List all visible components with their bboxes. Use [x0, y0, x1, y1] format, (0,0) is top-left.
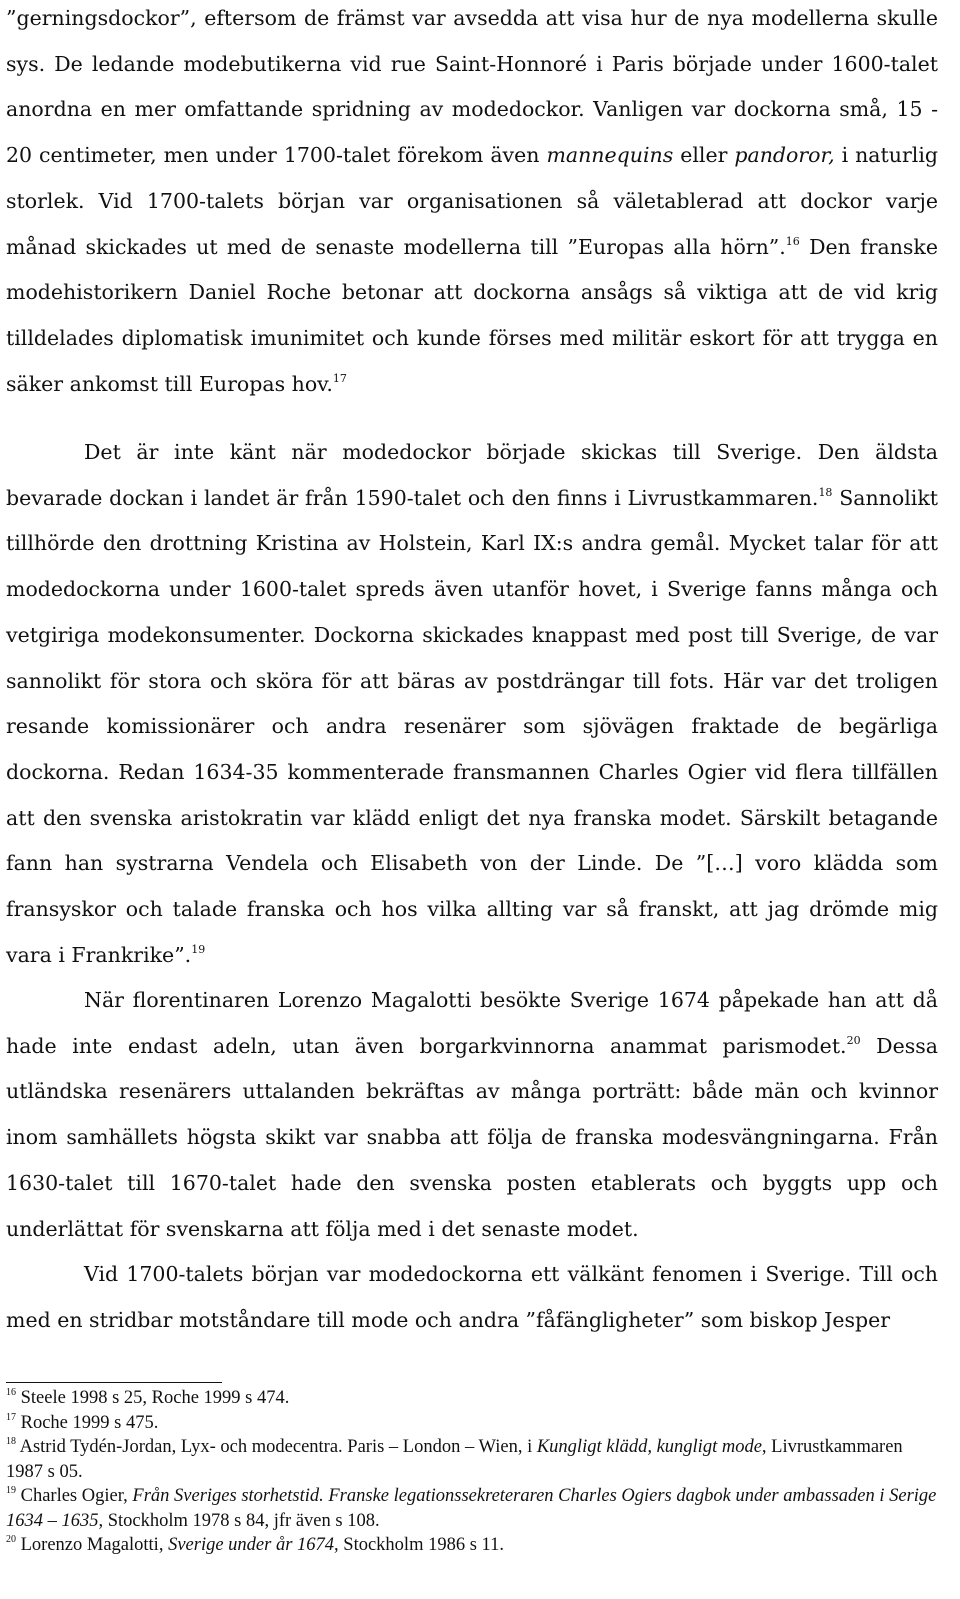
- italic-term: mannequins: [546, 143, 674, 168]
- paragraph-3-text: [6, 978, 938, 1252]
- footnotes: [6, 1386, 938, 1558]
- footnote-text: Steele 1998 s 25, Roche 1999 s 474.: [20, 1388, 290, 1408]
- footnote-text: Roche 1999 s 475.: [20, 1412, 159, 1433]
- footnote-16: [6, 1386, 938, 1411]
- footnote-number: 16: [6, 1387, 16, 1398]
- paragraph-2-text: [6, 430, 938, 978]
- footnote-italic: Från Sveriges storhetstid. Franske legationssekreteraren Charles Ogiers dagbok under ambassaden i Serige 1634 – 1635: [6, 1486, 937, 1531]
- footnote-ref: 17: [332, 371, 347, 385]
- footnote-ref: 19: [191, 942, 206, 956]
- footnote-number: 17: [6, 1411, 16, 1423]
- text-run: Sannolikt tillhörde den drottning Kristina av Holstein, Karl IX:s andra gemål. Mycket talar för att modedockorna under 1600-talet spreds även utanför hovet, i Sverige fanns många och vetgiriga modekonsumenter. Dockorna skickades knappast med post till Sverige, de var sannolikt för stora och sköra för att bäras av postdrängar till fots. Här var det troligen resande komissionärer och andra resenärer som sjövägen fraktade de begärliga dockorna. Redan 1634-35 kommenterade fransmannen Charles Ogier vid flera tillfällen att den svenska aristokratin var klädd enligt det nya franska modet. Särskilt betagande fann han systrarna Vendela och Elisabeth von der Linde. De ”[…] voro klädda som fransyskor och talade franska och hos vilka allting var så franskt, att jag drömde mig vara i Frankrike”.: [6, 485, 938, 967]
- text-run: Det är inte känt när modedockor började skickas till Sverige. Den äldsta bevarade dockan i landet är från 1590-talet och den finns i Livrustkammaren.: [6, 440, 938, 510]
- paragraph-4: [6, 1252, 938, 1343]
- footnote-text: , Stockholm 1986 s 11.: [334, 1535, 504, 1555]
- footnote-number: 20: [6, 1534, 16, 1545]
- paragraph-3: [6, 978, 938, 1252]
- text-run: När florentinaren Lorenzo Magalotti besökte Sverige 1674 påpekade han att då hade inte endast adeln, utan även borgarkvinnorna anammat parismodet.: [6, 988, 938, 1058]
- footnote-18: [6, 1435, 938, 1484]
- paragraph-2: [6, 430, 938, 978]
- footnote-ref: 20: [846, 1033, 861, 1047]
- text-run: Dessa utländska resenärers uttalanden bekräftas av många porträtt: både män och kvinnor inom samhällets högsta skikt var snabba att följa de franska modesvängningarna. Från 1630-talet till 1670-talet hade den svenska posten etablerats och byggts upp och underlättat för svenskarna att följa med i det senaste modet.: [6, 1033, 938, 1241]
- paragraph-1-text: [6, 0, 938, 407]
- footnote-text: , Livrustkammaren 1987 s 05.: [6, 1437, 903, 1482]
- footnote-text: Astrid Tydén-Jordan, Lyx- och modecentra. Paris – London – Wien, i: [19, 1437, 537, 1457]
- text-run: eller: [673, 143, 735, 168]
- text-run: Den franske modehistorikern Daniel Roche betonar att dockorna ansågs så viktiga att de vid krig tilldelades diplomatisk imunimitet och kunde förses med militär eskort för att trygga en säker ankomst till Europas hov.: [6, 234, 938, 396]
- italic-term: pandoror,: [734, 143, 835, 168]
- footnote-number: 19: [6, 1485, 16, 1496]
- text-run: i naturlig storlek. Vid 1700-talets början var organisationen så väletablerad att dockor varje månad skickades ut med de senaste modellerna till ”Europas alla hörn”.: [6, 143, 938, 259]
- footnote-text: Lorenzo Magalotti,: [20, 1535, 169, 1555]
- footnote-italic: Kungligt klädd, kungligt mode: [536, 1437, 762, 1457]
- paragraph-4-text: [6, 1252, 938, 1343]
- footnote-ref: 16: [785, 234, 800, 248]
- footnote-17: [6, 1411, 938, 1436]
- paragraph-1: [6, 0, 938, 407]
- text-run: ”gerningsdockor”, eftersom de främst var avsedda att visa hur de nya modellerna skulle sys. De ledande modebutikerna vid rue Saint-Honnoré i Paris började under 1600-talet anordna en mer omfattande spridning av modedockor. Vanligen var dockorna små, 15 - 20 centimeter, men under 1700-talet förekom även: [6, 6, 938, 168]
- footnote-number: 18: [6, 1436, 16, 1447]
- footnote-19: [6, 1484, 938, 1533]
- footnote-20: [6, 1533, 938, 1558]
- footnote-divider: [6, 1382, 222, 1383]
- text-run: Vid 1700-talets början var modedockorna ett välkänt fenomen i Sverige. Till och med en stridbar motståndare till mode och andra ”fåfängligheter” som biskop Jesper: [6, 1262, 938, 1332]
- footnote-italic: Sverige under år 1674: [168, 1535, 335, 1555]
- footnote-text: , Stockholm 1978 s 84, jfr även s 108.: [98, 1510, 380, 1531]
- footnote-ref: 18: [818, 485, 833, 499]
- footnote-text: Charles Ogier,: [20, 1486, 133, 1506]
